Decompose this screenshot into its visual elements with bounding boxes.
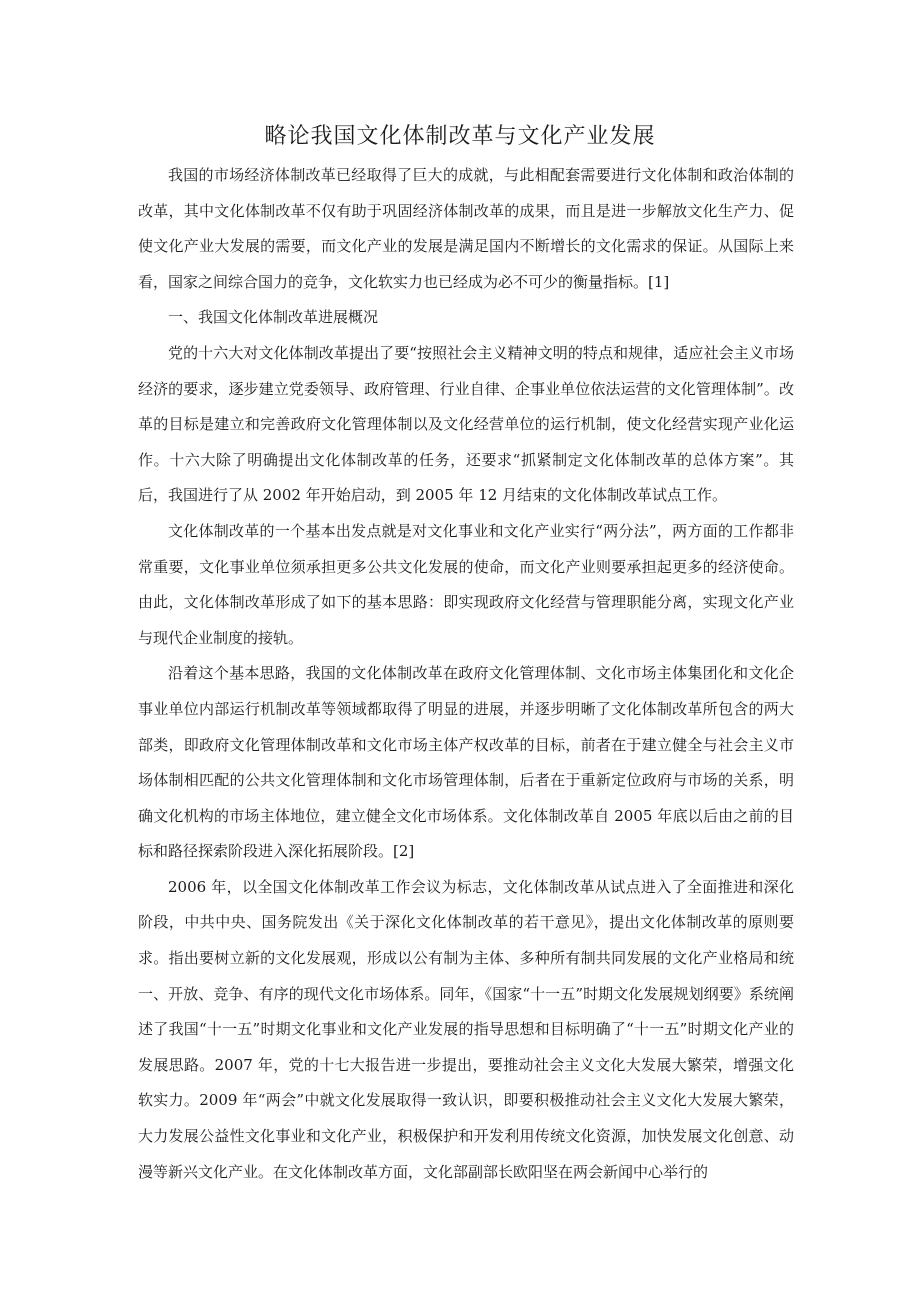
paragraph-intro: 我国的市场经济体制改革已经取得了巨大的成就，与此相配套需要进行文化体制和政治体制的改革，其中文化体制改革不仅有助于巩固经济体制改革的成果，而且是进一步解放文化生产力、促使文化产业大发展的需要，而文化产业的发展是满足国内不断增长的文化需求的保证。从国际上来看，国家之间综合国力的竞争，文化软实力也已经成为必不可少的衡量指标。[1]	[138, 166, 794, 291]
document-body	[138, 158, 794, 1190]
paragraph-2006: 2006 年，以全国文化体制改革工作会议为标志，文化体制改革从试点进入了全面推进和深化阶段，中共中央、国务院发出《关于深化文化体制改革的若干意见》，提出文化体制改革的原则要求。指出要树立新的文化发展观，形成以公有制为主体、多种所有制共同发展的文化产业格局和统一、开放、竞争、有序的现代文化市场体系。同年，《国家“十一五”时期文化发展规划纲要》系统阐述了我国“十一五”时期文化事业和文化产业发展的指导思想和目标明确了“十一五”时期文化产业的发展思路。2007 年，党的十七大报告进一步提出，要推动社会主义文化大发展大繁荣，增强文化软实力。2009 年“两会”中就文化发展取得一致认识，即要积极推动社会主义文化大发展大繁荣，大力发展公益性文化事业和文化产业，积极保护和开发利用传统文化资源，加快发展文化创意、动漫等新兴文化产业。在文化体制改革方面，文化部副部长欧阳坚在两会新闻中心举行的	[138, 877, 794, 1181]
document-title: 略论我国文化体制改革与文化产业发展	[264, 124, 656, 149]
paragraph-basic-principle: 文化体制改革的一个基本出发点就是对文化事业和文化产业实行“两分法”，两方面的工作都非常重要，文化事业单位须承担更多公共文化发展的使命，而文化产业则要承担起更多的经济使命。由此，文化体制改革形成了如下的基本思路：即实现政府文化经营与管理职能分离，实现文化产业与现代企业制度的接轨。	[138, 521, 794, 647]
paragraph-sixteenth-congress: 党的十六大对文化体制改革提出了要“按照社会主义精神文明的特点和规律，适应社会主义市场经济的要求，逐步建立党委领导、政府管理、行业自律、企事业单位依法运营的文化管理体制”。改革的目标是建立和完善政府文化管理体制以及文化经营单位的运行机制，使文化经营实现产业化运作。十六大除了明确提出文化体制改革的任务，还要求“抓紧制定文化体制改革的总体方案”。其后，我国进行了从 2002 年开始启动，到 2005 年 12 月结束的文化体制改革试点工作。	[138, 343, 794, 505]
section-heading: 一、我国文化体制改革进展概况	[168, 308, 379, 327]
paragraph-progress: 沿着这个基本思路，我国的文化体制改革在政府文化管理体制、文化市场主体集团化和文化企事业单位内部运行机制改革等领域都取得了明显的进展，并逐步明晰了文化体制改革所包含的两大部类，即政府文化管理体制改革和文化市场主体产权改革的目标，前者在于建立健全与社会主义市场体制相匹配的公共文化管理体制和文化市场管理体制，后者在于重新定位政府与市场的关系，明确文化机构的市场主体地位，建立健全文化市场体系。文化体制改革自 2005 年底以后由之前的目标和路径探索阶段进入深化拓展阶段。[2]	[138, 664, 794, 861]
